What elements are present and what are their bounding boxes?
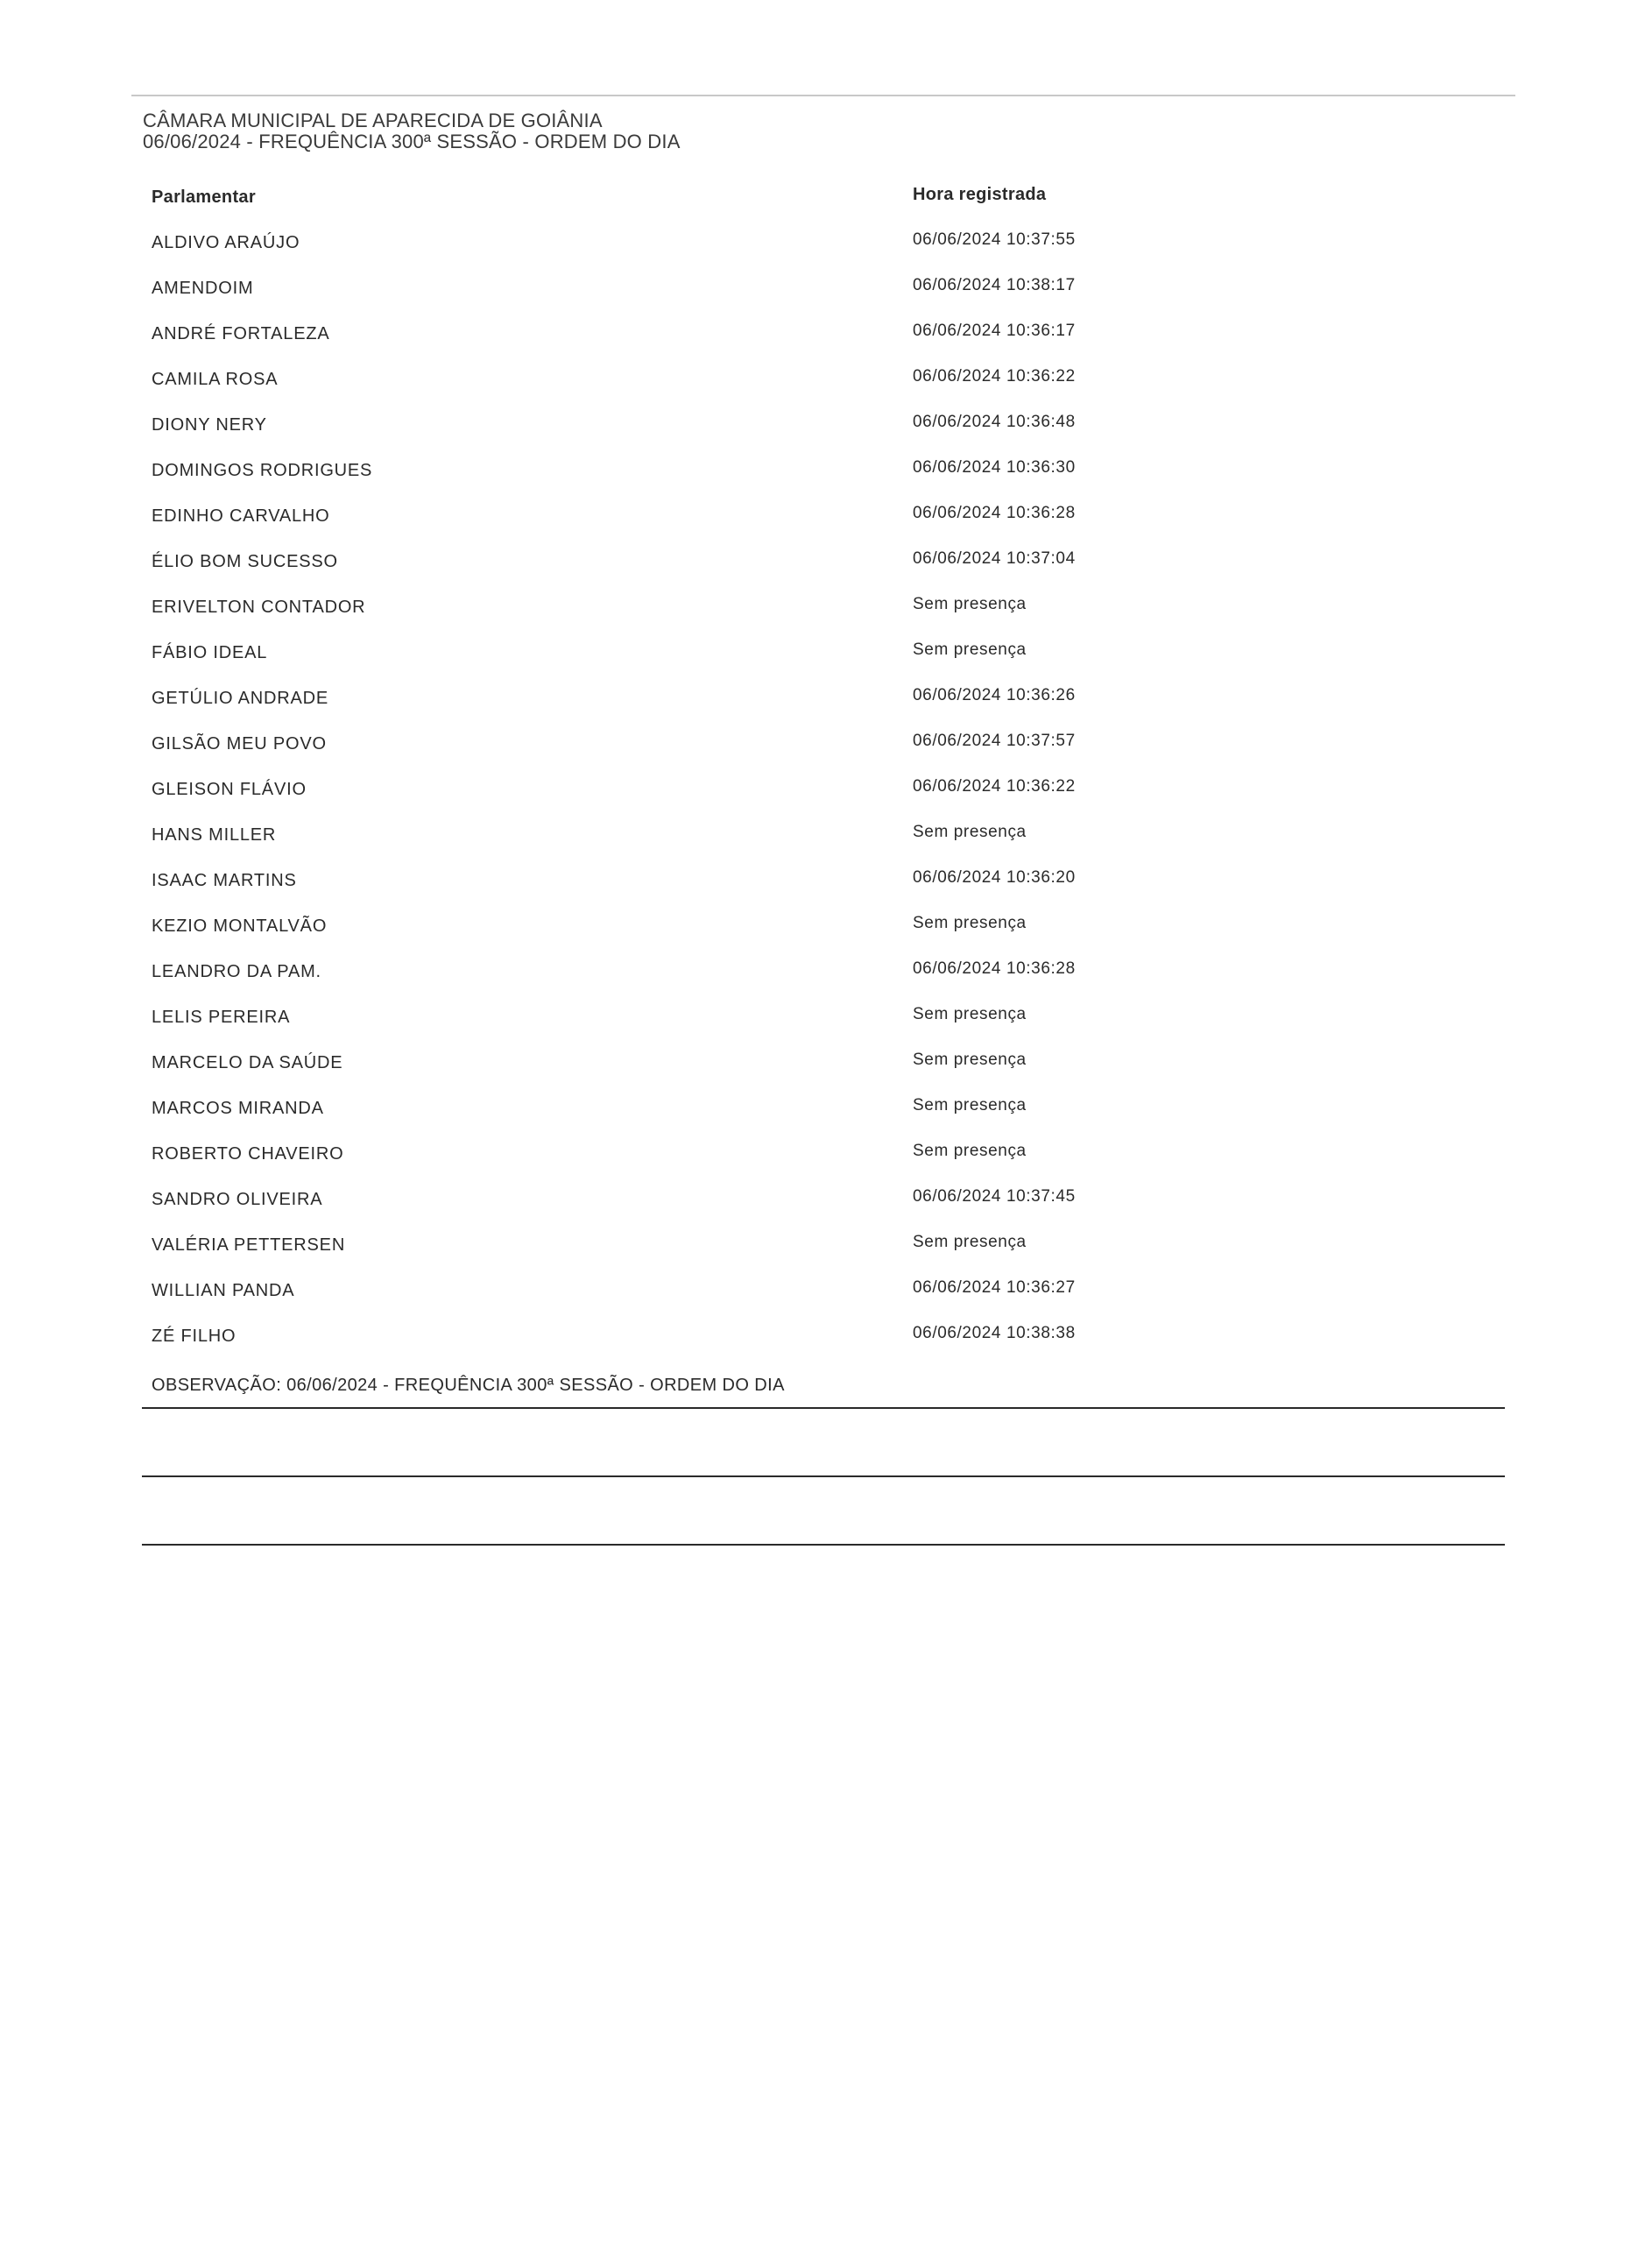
parlamentar-name: GETÚLIO ANDRADE xyxy=(152,689,329,708)
parlamentar-name: VALÉRIA PETTERSEN xyxy=(152,1235,346,1255)
observation-line-2 xyxy=(142,1475,1505,1477)
table-row xyxy=(152,686,1378,734)
table-row xyxy=(152,1187,1378,1235)
document-header xyxy=(143,110,681,152)
hora-registrada: Sem presença xyxy=(913,1233,1027,1251)
parlamentar-name: CAMILA ROSA xyxy=(152,370,279,389)
parlamentar-name: AMENDOIM xyxy=(152,279,254,298)
observation-line-1 xyxy=(142,1407,1505,1409)
hora-registrada: 06/06/2024 10:36:28 xyxy=(913,504,1076,522)
column-header-hora: Hora registrada xyxy=(913,185,1047,204)
parlamentar-name: MARCELO DA SAÚDE xyxy=(152,1053,343,1072)
hora-registrada: Sem presença xyxy=(913,914,1027,932)
hora-registrada: 06/06/2024 10:36:22 xyxy=(913,367,1076,386)
table-row xyxy=(152,959,1378,1008)
parlamentar-name: DIONY NERY xyxy=(152,415,267,435)
table-row xyxy=(152,415,1378,461)
parlamentar-name: GILSÃO MEU POVO xyxy=(152,734,327,754)
table-row xyxy=(152,1278,1378,1327)
table-row xyxy=(152,506,1378,552)
hora-registrada: Sem presença xyxy=(913,640,1027,659)
parlamentar-name: EDINHO CARVALHO xyxy=(152,506,330,526)
hora-registrada: 06/06/2024 10:36:20 xyxy=(913,868,1076,887)
table-row xyxy=(152,825,1378,871)
hora-registrada: Sem presença xyxy=(913,1051,1027,1069)
table-header-row xyxy=(152,185,1378,233)
parlamentar-name: WILLIAN PANDA xyxy=(152,1281,295,1300)
table-row xyxy=(152,595,1378,643)
parlamentar-name: LEANDRO DA PAM. xyxy=(152,962,321,981)
table-row xyxy=(152,868,1378,916)
hora-registrada: 06/06/2024 10:36:22 xyxy=(913,777,1076,796)
hora-registrada: 06/06/2024 10:36:27 xyxy=(913,1278,1076,1297)
table-row xyxy=(152,640,1378,689)
table-row xyxy=(152,916,1378,962)
session-title: 06/06/2024 - FREQUÊNCIA 300ª SESSÃO - ORDEM DO DIA xyxy=(143,131,681,152)
table-row xyxy=(152,734,1378,780)
parlamentar-name: GLEISON FLÁVIO xyxy=(152,780,307,799)
hora-registrada: 06/06/2024 10:38:17 xyxy=(913,276,1076,294)
observation-line-3 xyxy=(142,1544,1505,1546)
observation-text: OBSERVAÇÃO: 06/06/2024 - FREQUÊNCIA 300ª SESSÃO - ORDEM DO DIA xyxy=(152,1376,785,1395)
table-row xyxy=(152,1005,1378,1053)
table-row xyxy=(152,458,1378,506)
table-row xyxy=(152,549,1378,598)
parlamentar-name: DOMINGOS RODRIGUES xyxy=(152,461,373,480)
parlamentar-name: LELIS PEREIRA xyxy=(152,1008,291,1027)
hora-registrada: Sem presença xyxy=(913,823,1027,841)
parlamentar-name: ÉLIO BOM SUCESSO xyxy=(152,552,338,571)
hora-registrada: 06/06/2024 10:38:38 xyxy=(913,1324,1076,1342)
table-row xyxy=(152,230,1378,279)
parlamentar-name: ALDIVO ARAÚJO xyxy=(152,233,300,252)
hora-registrada: 06/06/2024 10:36:26 xyxy=(913,686,1076,704)
hora-registrada: Sem presença xyxy=(913,595,1027,613)
institution-title: CÂMARA MUNICIPAL DE APARECIDA DE GOIÂNIA xyxy=(143,110,603,131)
table-row xyxy=(152,1096,1378,1144)
parlamentar-name: ROBERTO CHAVEIRO xyxy=(152,1144,344,1164)
column-header-parlamentar: Parlamentar xyxy=(152,188,256,207)
hora-registrada: 06/06/2024 10:36:28 xyxy=(913,959,1076,978)
table-body xyxy=(152,230,1378,1372)
top-divider xyxy=(131,95,1515,96)
hora-registrada: 06/06/2024 10:37:45 xyxy=(913,1187,1076,1206)
hora-registrada: 06/06/2024 10:37:55 xyxy=(913,230,1076,249)
parlamentar-name: HANS MILLER xyxy=(152,825,277,845)
table-row xyxy=(152,1053,1378,1099)
hora-registrada: Sem presença xyxy=(913,1142,1027,1160)
table-row xyxy=(152,1235,1378,1281)
table-row xyxy=(152,777,1378,825)
table-row xyxy=(152,367,1378,415)
hora-registrada: 06/06/2024 10:36:48 xyxy=(913,413,1076,431)
parlamentar-name: KEZIO MONTALVÃO xyxy=(152,916,328,936)
parlamentar-name: MARCOS MIRANDA xyxy=(152,1099,324,1118)
table-row xyxy=(152,276,1378,324)
table-row xyxy=(152,1324,1378,1372)
hora-registrada: 06/06/2024 10:37:04 xyxy=(913,549,1076,568)
hora-registrada: 06/06/2024 10:36:30 xyxy=(913,458,1076,477)
table-row xyxy=(152,324,1378,370)
hora-registrada: 06/06/2024 10:37:57 xyxy=(913,732,1076,750)
attendance-table xyxy=(152,185,1378,1372)
parlamentar-name: ERIVELTON CONTADOR xyxy=(152,598,366,617)
hora-registrada: 06/06/2024 10:36:17 xyxy=(913,322,1076,340)
parlamentar-name: ZÉ FILHO xyxy=(152,1327,237,1346)
parlamentar-name: ANDRÉ FORTALEZA xyxy=(152,324,330,343)
hora-registrada: Sem presença xyxy=(913,1005,1027,1023)
parlamentar-name: SANDRO OLIVEIRA xyxy=(152,1190,323,1209)
parlamentar-name: FÁBIO IDEAL xyxy=(152,643,268,662)
parlamentar-name: ISAAC MARTINS xyxy=(152,871,297,890)
table-row xyxy=(152,1144,1378,1190)
hora-registrada: Sem presença xyxy=(913,1096,1027,1114)
